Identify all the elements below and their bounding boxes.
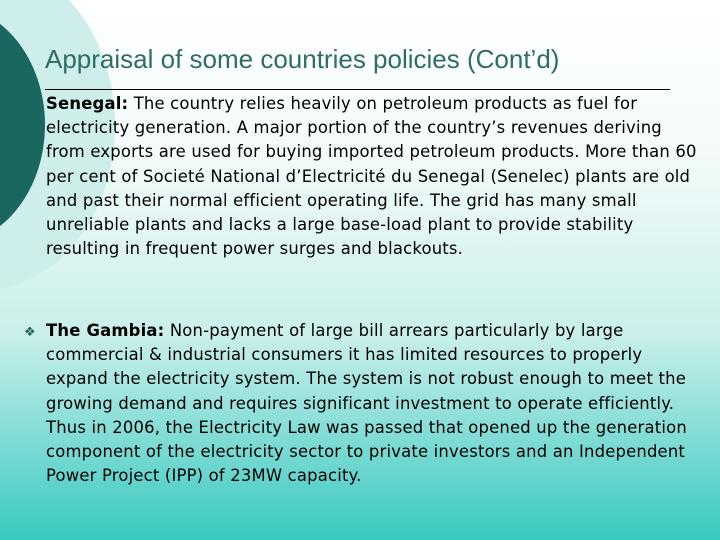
bullet-lead-gambia: The Gambia: [46, 321, 165, 340]
bullet-text-senegal: The country relies heavily on petroleum products as fuel for electricity generation. A major portion of the country’s revenues deriving from exports are used for buying imported petroleum products. More than 60 per cent of Societé National d’Electricité du Senegal (Senelec) plants are old and past their normal efficient operating life. The grid has many small unreliable plants and lacks a large base-load plant to provide stability resulting in frequent power surges and blackouts. [46, 94, 697, 259]
bullet-lead-senegal: Senegal: [46, 94, 129, 113]
title-divider [45, 89, 670, 90]
slide-title: Appraisal of some countries policies (Cont’d) [45, 44, 560, 74]
diamond-bullet-icon: ❖ [24, 325, 36, 340]
bullet-text-gambia: Non-payment of large bill arrears particularly by large commercial & industrial consumers it has limited resources to properly expand the electricity system. The system is not robust enough to meet the growing demand and requires significant investment to operate efficiently. Thus in 2006, the Electricity Law was passed that opened up the generation component of the electricity sector to private investors and an Independent Power Project (IPP) of 23MW capacity. [46, 321, 687, 486]
bullet-senegal [46, 92, 701, 261]
bullet-gambia [24, 319, 701, 488]
